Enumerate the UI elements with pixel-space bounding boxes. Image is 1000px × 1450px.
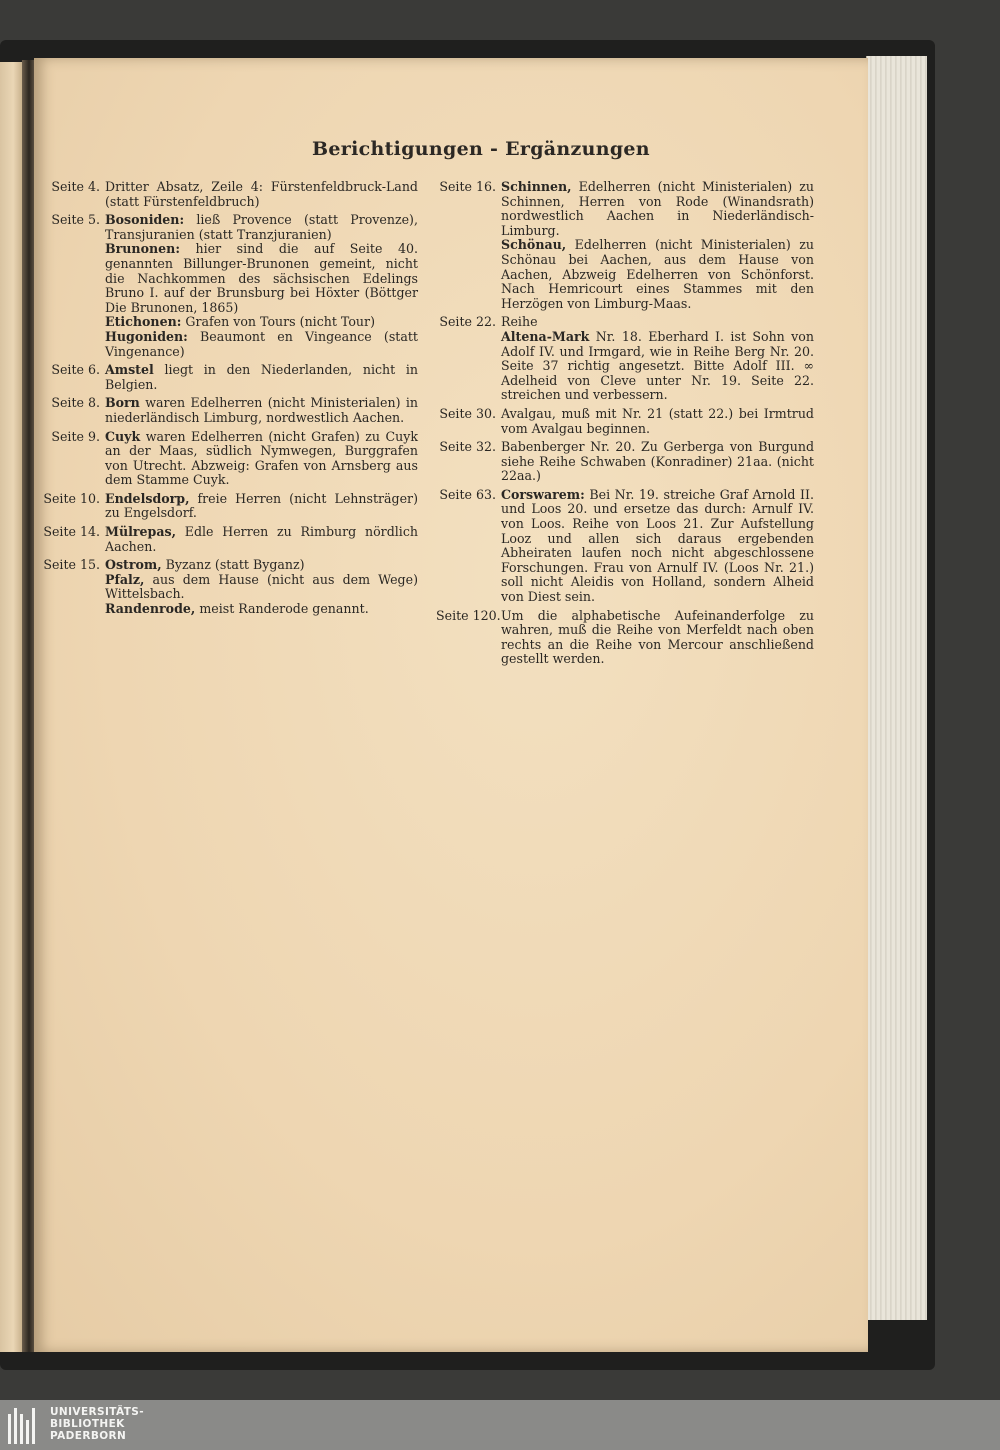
logo-line: PADERBORN <box>50 1430 127 1442</box>
entry-text: ließ Provence (statt Provenze), Transjuranien (statt Tranzjuranien) <box>105 212 418 242</box>
correction-text <box>501 315 814 403</box>
entry-label: Hugoniden: <box>105 328 188 344</box>
logo-line: UNIVERSITÄTS- <box>50 1406 145 1418</box>
correction-item <box>501 180 814 238</box>
page-reference: Seite 6. <box>51 362 100 378</box>
correction-item <box>105 363 418 392</box>
entry-label: Randenrode, <box>105 601 196 617</box>
correction-entry <box>436 609 814 667</box>
correction-text <box>501 440 814 484</box>
correction-entry <box>40 396 418 425</box>
correction-item <box>105 430 418 488</box>
entry-text: Bei Nr. 19. streiche Graf Arnold II. und Loos 20. und ersetze das durch: Arnulf IV. von Loos. Reihe von Loos 21. Zur Aufstellung Looz und allen sich daraus ergebenden Abheiraten laufen noch nicht abgeschlossene Forschungen. Frau von Arnulf IV. (Loos Nr. 21.) soll nicht Aleidis von Holland, sondern Alheid von Diest sein. <box>501 486 814 605</box>
page-reference: Seite 4. <box>51 179 100 194</box>
library-logo-text <box>50 1406 144 1442</box>
correction-entry <box>40 430 418 488</box>
correction-item <box>105 558 418 573</box>
correction-text <box>105 492 418 521</box>
correction-item <box>501 315 814 403</box>
entry-label: Ostrom, <box>105 557 162 573</box>
page-reference: Seite 8. <box>51 395 100 411</box>
correction-entry <box>40 180 418 209</box>
correction-entry <box>436 407 814 436</box>
entry-label: Schinnen, <box>501 179 572 194</box>
entry-label: Corswarem: <box>501 486 585 502</box>
entry-text: aus dem Hause (nicht aus dem Wege) Wittelsbach. <box>105 571 418 602</box>
entry-text: Um die alphabetische Aufeinanderfolge zu wahren, muß die Reihe von Merfeldt nach oben rechts an die Reihe von Mercour anschließend gestellt werden. <box>501 607 814 667</box>
entry-label: Endelsdorp, <box>105 490 190 506</box>
correction-entry <box>40 363 418 392</box>
entry-text: waren Edelherren (nicht Grafen) zu Cuyk an der Maas, südlich Nymwegen, Burggrafen von Utrecht. Abzweig: Grafen von Arnsberg aus dem Stamme Cuyk. <box>105 428 418 488</box>
correction-text <box>501 609 814 667</box>
entry-text: liegt in den Niederlanden, nicht in Belgien. <box>105 362 418 392</box>
correction-entry <box>436 180 814 311</box>
entry-text: Babenberger Nr. 20. Zu Gerberga von Burgund siehe Reihe Schwaben (Konradiner) 21aa. (nicht 22aa.) <box>501 439 814 484</box>
page-reference: Seite 32. <box>439 439 496 455</box>
correction-item <box>501 329 814 402</box>
entry-text: Beaumont en Vingeance (statt Vingenance) <box>105 328 418 359</box>
entry-text: Edelherren (nicht Ministerialen) zu Schönau bei Aachen, aus dem Hause von Aachen, Abzweig Edelherren von Schönforst. Nach Hemricourt eines Stammes mit den Herzögen von Limburg-Maas. <box>501 237 814 311</box>
correction-entry <box>40 492 418 521</box>
entry-text: freie Herren (nicht Lehnsträger) zu Engelsdorf. <box>105 490 418 521</box>
entry-text: waren Edelherren (nicht Ministerialen) in niederländisch Limburg, nordwestlich Aachen. <box>105 395 418 425</box>
logo-line: BIBLIOTHEK <box>50 1418 125 1430</box>
entry-label: Cuyk <box>105 428 141 444</box>
correction-item <box>501 407 814 436</box>
correction-item <box>105 213 418 242</box>
correction-text <box>501 180 814 311</box>
correction-item <box>501 488 814 605</box>
page-reference: Seite 30. <box>439 405 496 421</box>
correction-item <box>105 396 418 425</box>
correction-item <box>501 440 814 484</box>
page-reference: Seite 16. <box>439 179 496 194</box>
library-logo-icon <box>8 1408 44 1444</box>
entry-text: Edelherren (nicht Ministerialen) zu Schinnen, Herren von Rode (Winandsrath) nordwestlich Aachen in Niederländisch-Limburg. <box>501 179 814 238</box>
page-edges <box>866 56 927 1320</box>
correction-item <box>105 330 418 359</box>
correction-item <box>501 609 814 667</box>
entry-text: Reihe <box>501 314 538 330</box>
document-page <box>34 58 868 1352</box>
left-column <box>40 180 418 621</box>
page-reference: Seite 15. <box>43 557 100 573</box>
correction-item <box>105 573 418 602</box>
correction-entry <box>40 213 418 359</box>
correction-text <box>105 396 418 425</box>
correction-entry <box>40 525 418 554</box>
correction-text <box>501 407 814 436</box>
correction-item <box>105 315 418 330</box>
correction-item <box>105 492 418 521</box>
correction-text <box>105 525 418 554</box>
page-reference: Seite 63. <box>439 486 496 502</box>
correction-item <box>501 238 814 311</box>
entry-label: Pfalz, <box>105 571 145 587</box>
correction-entry <box>40 558 418 616</box>
page-title: Berichtigungen - Ergänzungen <box>312 138 650 160</box>
entry-label: Born <box>105 395 140 411</box>
entry-text: meist Randerode genannt. <box>199 601 369 617</box>
correction-item <box>105 180 418 209</box>
correction-item <box>105 602 418 617</box>
footer-bar <box>0 1400 1000 1450</box>
entry-text: hier sind die auf Seite 40. genannten Billunger-Brunonen gemeint, nicht die Nachkommen des sächsischen Edelings Bruno I. auf der Brunsburg bei Höxter (Böttger Die Brunonen, 1865) <box>105 241 418 315</box>
correction-text <box>105 180 418 209</box>
correction-entry <box>436 315 814 403</box>
page-reference: Seite 10. <box>43 490 100 506</box>
right-column <box>436 180 814 671</box>
page-reference: Seite 5. <box>51 212 100 228</box>
entry-label: Etichonen: <box>105 314 182 330</box>
page-reference: Seite 120. <box>436 607 501 623</box>
correction-item <box>501 315 814 330</box>
entry-text: Dritter Absatz, Zeile 4: Fürstenfeldbruck-Land (statt Fürstenfeldbruch) <box>105 179 418 209</box>
correction-text <box>105 430 418 488</box>
correction-entry <box>436 440 814 484</box>
correction-item <box>105 242 418 315</box>
page-reference: Seite 14. <box>43 524 100 540</box>
entry-label: Amstel <box>105 362 154 378</box>
correction-text <box>105 558 418 616</box>
entry-label: Altena-Mark <box>501 328 590 344</box>
correction-text <box>105 363 418 392</box>
entry-label: Brunonen: <box>105 241 180 257</box>
entry-label: Schönau, <box>501 237 567 253</box>
entry-text: Byzanz (statt Byganz) <box>165 557 305 573</box>
correction-entry <box>436 488 814 605</box>
entry-text: Avalgau, muß mit Nr. 21 (statt 22.) bei Irmtrud vom Avalgau beginnen. <box>501 405 814 436</box>
entry-text: Grafen von Tours (nicht Tour) <box>185 314 375 330</box>
entry-text: Nr. 18. Eberhard I. ist Sohn von Adolf IV. und Irmgard, wie in Reihe Berg Nr. 20. Seite 37 richtig angesetzt. Bitte Adolf III. ∞ Adelheid von Cleve unter Nr. 19. Seite 22. streichen und verbessern. <box>501 328 814 403</box>
page-reference: Seite 22. <box>439 314 496 330</box>
entry-text: Edle Herren zu Rimburg nördlich Aachen. <box>105 524 418 554</box>
correction-text <box>105 213 418 359</box>
correction-text <box>501 488 814 605</box>
left-page-edge <box>0 62 22 1352</box>
entry-label: Mülrepas, <box>105 524 176 540</box>
correction-item <box>105 525 418 554</box>
page-reference: Seite 9. <box>51 428 100 444</box>
entry-label: Bosoniden: <box>105 212 185 228</box>
